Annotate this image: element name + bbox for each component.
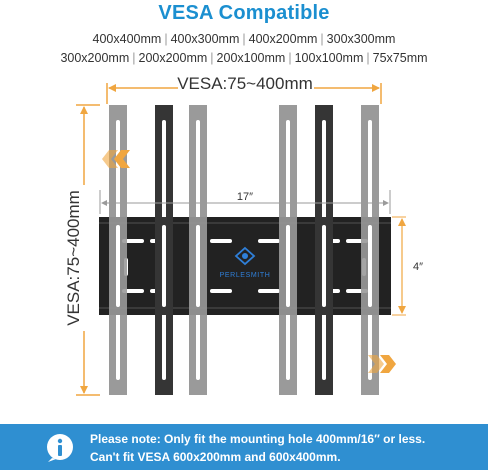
separator: |	[288, 51, 292, 65]
separator: |	[164, 32, 168, 46]
note-label: Please note:	[90, 432, 161, 446]
height-label: 4″	[413, 261, 424, 273]
vesa-size: 400x400mm	[92, 32, 162, 46]
vesa-size: 300x200mm	[60, 51, 130, 65]
horizontal-vesa-dimension	[107, 72, 381, 104]
separator: |	[210, 51, 214, 65]
vesa-size: 400x200mm	[248, 32, 318, 46]
vesa-size: 300x300mm	[326, 32, 396, 46]
vertical-vesa-label: VESA:75~400mm	[64, 190, 83, 326]
note-line-2: Can't fit VESA 600x200mm and 600x400mm.	[90, 450, 341, 464]
brand-name: PERLESMITH	[219, 272, 271, 279]
height-dimension	[392, 217, 423, 315]
separator: |	[366, 51, 370, 65]
note-text: Only fit the mounting hole 400mm/16″ or less.	[160, 432, 426, 446]
separator: |	[320, 32, 324, 46]
vesa-size: 75x75mm	[372, 51, 428, 65]
vesa-size: 100x100mm	[294, 51, 364, 65]
width-label: 17″	[236, 191, 254, 203]
horizontal-vesa-label: VESA:75~400mm	[177, 74, 313, 93]
note-line-1	[90, 432, 425, 446]
width-dimension	[100, 190, 390, 214]
vesa-size: 400x300mm	[170, 32, 240, 46]
separator: |	[242, 32, 246, 46]
vesa-size: 200x200mm	[138, 51, 208, 65]
note-banner	[0, 424, 488, 470]
separator: |	[132, 51, 136, 65]
page-title: VESA Compatible	[158, 2, 330, 24]
vertical-vesa-dimension	[64, 105, 100, 395]
wall-plate	[99, 217, 391, 315]
info-icon	[44, 431, 76, 463]
vesa-size: 200x100mm	[216, 51, 286, 65]
